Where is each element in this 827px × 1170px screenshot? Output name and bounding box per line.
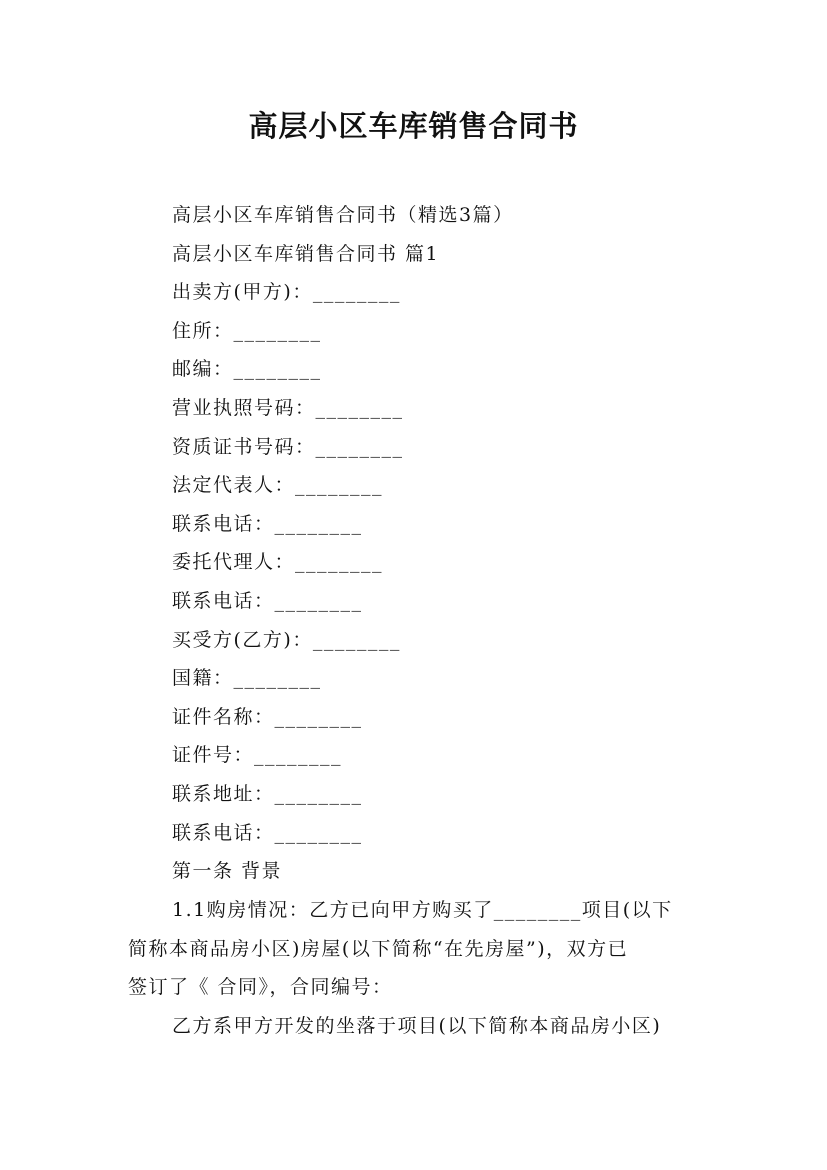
paragraph-purchase-info (128, 891, 708, 1007)
document-body (172, 196, 712, 891)
field-seller-phone: 联系电话：________ (172, 512, 363, 535)
field-postcode: 邮编：________ (172, 358, 322, 381)
field-address: 住所：________ (172, 319, 322, 342)
field-id-number: 证件号：________ (172, 744, 343, 767)
paragraph-line: 乙方系甲方开发的坐落于项目(以下简称本商品房小区) (172, 1015, 662, 1037)
paragraph-buyer-info (128, 1007, 708, 1046)
field-seller: 出卖方(甲方)：________ (172, 281, 401, 304)
document-title: 高层小区车库销售合同书 (248, 109, 579, 143)
field-business-license: 营业执照号码：________ (172, 396, 404, 419)
field-contact-address: 联系地址：________ (172, 782, 363, 805)
field-qualification-cert: 资质证书号码：________ (172, 435, 404, 458)
field-buyer-phone: 联系电话：________ (172, 821, 363, 844)
section-heading: 高层小区车库销售合同书 篇1 (172, 242, 440, 265)
article-1-heading: 第一条 背景 (172, 860, 283, 883)
field-legal-rep: 法定代表人：________ (172, 474, 384, 497)
field-agent: 委托代理人：________ (172, 551, 384, 574)
field-nationality: 国籍：________ (172, 667, 322, 690)
paragraph-line: 1.1购房情况：乙方已向甲方购买了________项目(以下 (172, 899, 673, 921)
paragraph-line: 简称本商品房小区)房屋(以下简称“在先房屋”)，双方已 (128, 937, 629, 960)
subtitle-line: 高层小区车库销售合同书（精选3篇） (172, 204, 514, 226)
field-buyer: 买受方(乙方)：________ (172, 628, 401, 651)
field-agent-phone: 联系电话：________ (172, 589, 363, 612)
field-id-type: 证件名称：________ (172, 705, 363, 728)
paragraph-line: 签订了《 合同》，合同编号： (128, 976, 393, 999)
